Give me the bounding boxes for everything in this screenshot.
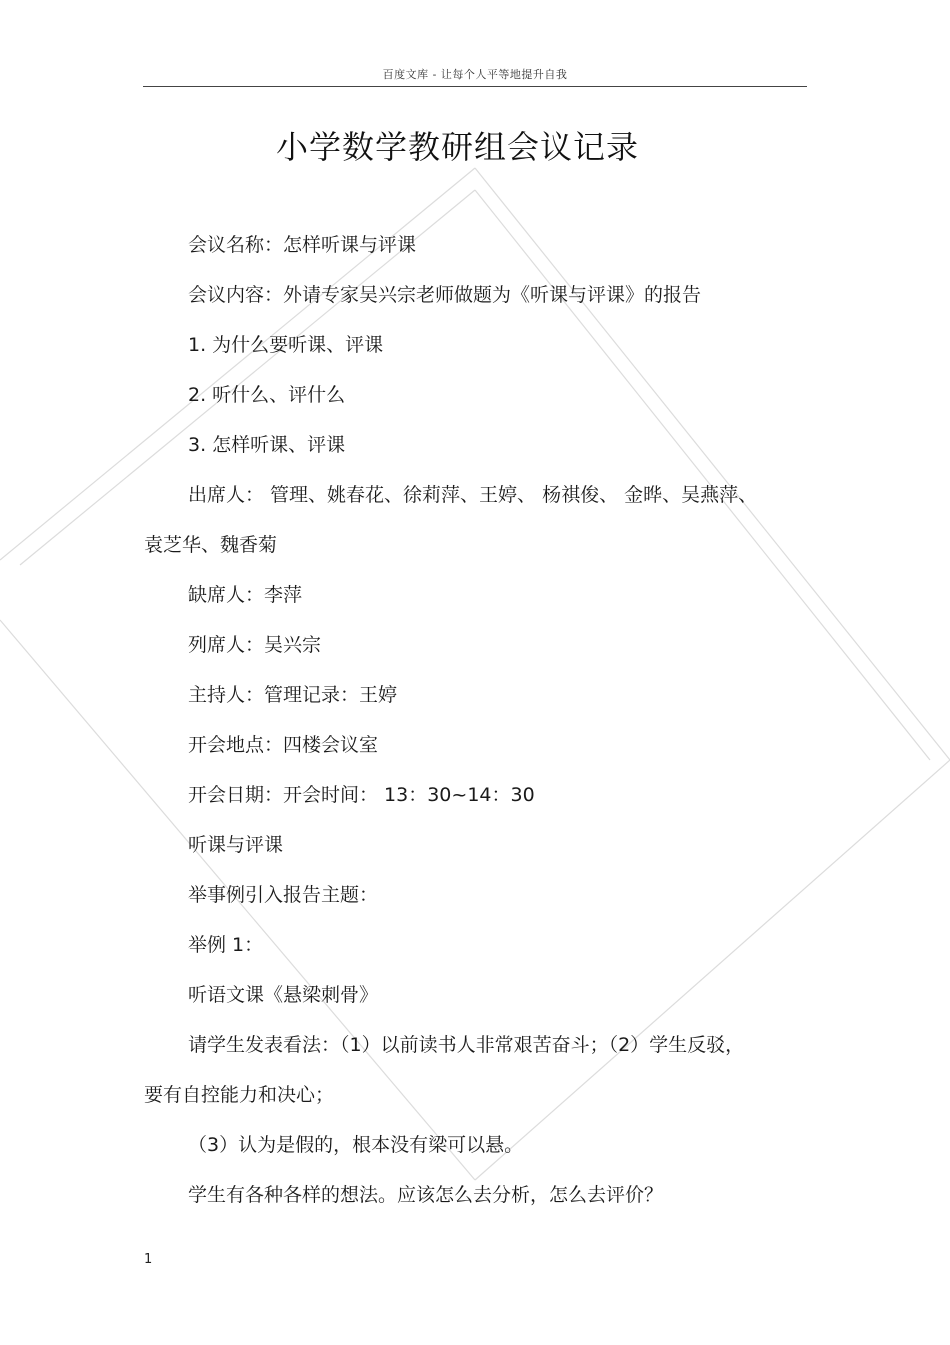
document-title: 小学数学教研组会议记录: [275, 128, 639, 166]
student-opinions-line: 请学生发表看法：（1）以前读书人非常艰苦奋斗；（2）学生反驳，: [188, 1034, 745, 1056]
meeting-name-line: 会议名称：怎样听课与评课: [188, 234, 417, 256]
header-divider: [143, 86, 807, 87]
student-opinions-continued: 要有自控能力和决心；: [144, 1084, 335, 1106]
intro-line: 举事例引入报告主题：: [188, 884, 379, 906]
page-number: 1: [144, 1252, 153, 1267]
page-header: 百度文库 - 让每个人平等地提升自我: [382, 68, 568, 81]
observers-line: 列席人：吴兴宗: [188, 634, 322, 656]
analysis-question-line: 学生有各种各样的想法。应该怎么去分析，怎么去评价？: [188, 1184, 664, 1206]
topic-line: 听课与评课: [188, 834, 284, 856]
example-lesson-line: 听语文课《悬梁刺骨》: [188, 984, 379, 1006]
host-recorder-line: 主持人：管理记录：王婷: [188, 684, 398, 706]
agenda-item-3: 3. 怎样听课、评课: [188, 434, 346, 456]
absentees-line: 缺席人：李萍: [188, 584, 303, 606]
agenda-item-1: 1. 为什么要听课、评课: [188, 334, 384, 356]
date-time-line: 开会日期：开会时间： 13：30~14：30: [188, 784, 535, 806]
location-line: 开会地点：四楼会议室: [188, 734, 379, 756]
example-label-line: 举例 1：: [188, 934, 264, 956]
attendees-line-continued: 袁芝华、魏香菊: [144, 534, 278, 556]
student-opinion-3-line: （3）认为是假的，根本没有梁可以悬。: [188, 1134, 524, 1156]
agenda-item-2: 2. 听什么、评什么: [188, 384, 346, 406]
meeting-content-line: 会议内容：外请专家吴兴宗老师做题为《听课与评课》的报告: [188, 284, 702, 306]
attendees-line: 出席人： 管理、姚春花、徐莉萍、王婷、 杨祺俊、 金晔、吴燕萍、: [188, 484, 758, 506]
